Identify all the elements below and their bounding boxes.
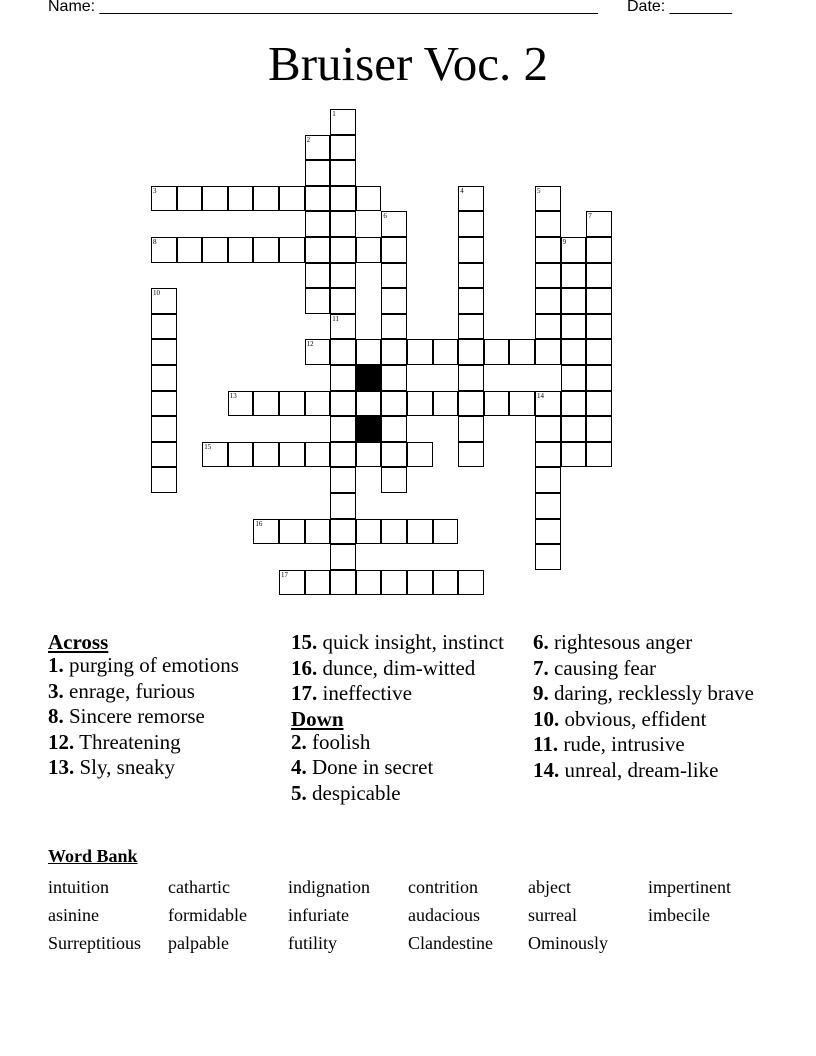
- grid-cell[interactable]: [330, 467, 356, 493]
- clue-number-label: 14: [537, 391, 544, 400]
- grid-cell[interactable]: [151, 416, 177, 442]
- clue-number: 11.: [533, 732, 559, 756]
- clue-number-label: 15: [204, 442, 212, 451]
- word-bank-word: imbecile: [648, 905, 710, 925]
- grid-cell[interactable]: [458, 237, 484, 263]
- grid-cell[interactable]: [561, 339, 587, 365]
- clue-text: quick insight, instinct: [322, 630, 504, 654]
- clue-text: purging of emotions: [69, 653, 239, 677]
- clue-number-label: 17: [281, 570, 288, 579]
- clue-number-label: 9: [562, 238, 567, 246]
- clue-number-label: 6: [383, 212, 387, 221]
- grid-cell[interactable]: [305, 211, 331, 237]
- grid-cell[interactable]: [458, 288, 484, 314]
- clue-number-label: 12: [306, 340, 314, 349]
- clue-number-label: 7: [588, 212, 592, 221]
- grid-cell[interactable]: [305, 570, 331, 596]
- grid-cell[interactable]: [356, 391, 382, 417]
- page-title: Bruiser Voc. 2: [268, 36, 548, 91]
- grid-cell[interactable]: [305, 519, 331, 545]
- grid-cell[interactable]: [228, 186, 254, 212]
- grid-cell-numbered[interactable]: [586, 211, 612, 237]
- grid-cell[interactable]: [586, 314, 612, 340]
- word-bank-title: Word Bank: [48, 846, 138, 866]
- grid-cell[interactable]: [151, 365, 177, 391]
- grid-cell[interactable]: [356, 339, 382, 365]
- grid-cell[interactable]: [381, 442, 407, 468]
- grid-cell[interactable]: [330, 263, 356, 289]
- grid-cell[interactable]: [330, 519, 356, 545]
- grid-cell[interactable]: [330, 391, 356, 417]
- clue-text: enrage, furious: [69, 678, 195, 703]
- date-field-label: Date: _______: [627, 0, 732, 15]
- clue-across-3: [48, 680, 248, 703]
- clue-number: 16.: [291, 655, 318, 680]
- down-heading: Down: [291, 706, 344, 731]
- grid-cell[interactable]: [561, 288, 587, 314]
- grid-cell-numbered[interactable]: [381, 211, 407, 237]
- grid-cell[interactable]: [586, 288, 612, 314]
- clue-text: ineffective: [322, 681, 412, 705]
- clue-down-6: [533, 631, 773, 654]
- grid-cell[interactable]: [330, 442, 356, 468]
- grid-cell[interactable]: [433, 391, 459, 417]
- grid-cell[interactable]: [381, 263, 407, 289]
- grid-cell[interactable]: [407, 391, 433, 417]
- grid-cell[interactable]: [433, 519, 459, 545]
- grid-cell[interactable]: [305, 186, 331, 212]
- word-bank-word: intuition: [48, 877, 110, 897]
- grid-cell-numbered[interactable]: [458, 186, 484, 212]
- clue-number: 4.: [291, 755, 307, 779]
- clue-number-label: 5: [537, 186, 541, 195]
- clue-text: rightesous anger: [554, 630, 693, 654]
- grid-cell[interactable]: [330, 416, 356, 442]
- grid-cell[interactable]: [330, 160, 356, 186]
- clue-number-label: 11: [332, 314, 339, 323]
- grid-cell[interactable]: [484, 391, 510, 417]
- grid-cell[interactable]: [279, 237, 305, 263]
- grid-cell[interactable]: [458, 314, 484, 340]
- grid-cell[interactable]: [407, 519, 433, 545]
- grid-cell[interactable]: [381, 365, 407, 391]
- clue-number-label: 1: [332, 110, 336, 118]
- grid-cell[interactable]: [330, 544, 356, 570]
- grid-cell[interactable]: [586, 391, 612, 417]
- clue-number: 10.: [533, 706, 560, 731]
- clue-down-9: [533, 682, 773, 705]
- clue-number-label: 16: [255, 519, 263, 528]
- grid-block: [356, 365, 382, 391]
- grid-cell[interactable]: [586, 365, 612, 391]
- grid-cell[interactable]: [381, 314, 407, 340]
- grid-cell-numbered[interactable]: [535, 186, 561, 212]
- clue-across-8: [48, 705, 248, 728]
- clue-down-5: [291, 782, 516, 805]
- grid-cell[interactable]: [330, 186, 356, 212]
- word-bank-word: indignation: [288, 877, 370, 897]
- grid-cell[interactable]: [330, 135, 356, 161]
- grid-cell[interactable]: [433, 570, 459, 596]
- grid-cell[interactable]: [535, 314, 561, 340]
- clue-number: 15.: [291, 630, 318, 654]
- clue-text: unreal, dream-like: [564, 757, 719, 782]
- word-bank-word: formidable: [168, 905, 247, 925]
- grid-cell[interactable]: [381, 288, 407, 314]
- grid-cell[interactable]: [305, 160, 331, 186]
- word-bank-word: abject: [528, 877, 571, 897]
- clue-text: dunce, dim-witted: [322, 655, 476, 680]
- clue-text: causing fear: [554, 655, 657, 680]
- grid-cell-numbered[interactable]: [330, 109, 356, 135]
- grid-cell[interactable]: [330, 288, 356, 314]
- grid-cell[interactable]: [151, 391, 177, 417]
- clue-text: rude, intrusive: [563, 732, 685, 756]
- clue-down-11: [533, 733, 773, 756]
- grid-cell[interactable]: [381, 391, 407, 417]
- grid-cell-numbered[interactable]: [561, 237, 587, 263]
- down-clues-column: [533, 631, 773, 784]
- grid-cell[interactable]: [151, 339, 177, 365]
- grid-cell-numbered[interactable]: [279, 570, 305, 596]
- word-bank-word: audacious: [408, 905, 480, 925]
- grid-cell[interactable]: [586, 416, 612, 442]
- grid-cell[interactable]: [586, 442, 612, 468]
- grid-cell-numbered[interactable]: [151, 288, 177, 314]
- grid-cell[interactable]: [330, 493, 356, 519]
- word-bank-word: asinine: [48, 905, 99, 925]
- grid-cell[interactable]: [151, 467, 177, 493]
- grid-cell[interactable]: [253, 391, 279, 417]
- clue-down-14: [533, 759, 773, 782]
- grid-cell[interactable]: [202, 186, 228, 212]
- clue-number: 9.: [533, 681, 549, 705]
- grid-cell[interactable]: [330, 365, 356, 391]
- grid-cell[interactable]: [535, 339, 561, 365]
- grid-cell-numbered[interactable]: [330, 314, 356, 340]
- clue-text: Sincere remorse: [69, 704, 205, 728]
- grid-cell[interactable]: [458, 570, 484, 596]
- clue-number: 5.: [291, 780, 307, 805]
- clue-number: 13.: [48, 755, 75, 779]
- clue-across-13: [48, 756, 248, 779]
- clue-across-17: [291, 682, 516, 705]
- clue-number: 7.: [533, 655, 549, 680]
- grid-cell[interactable]: [407, 339, 433, 365]
- grid-cell[interactable]: [381, 339, 407, 365]
- grid-cell-numbered[interactable]: [151, 237, 177, 263]
- grid-cell[interactable]: [356, 519, 382, 545]
- grid-cell-numbered[interactable]: [305, 135, 331, 161]
- grid-cell-numbered[interactable]: [253, 519, 279, 545]
- grid-cell-numbered[interactable]: [228, 391, 254, 417]
- grid-cell[interactable]: [509, 339, 535, 365]
- clue-text: foolish: [312, 729, 371, 754]
- grid-cell[interactable]: [535, 288, 561, 314]
- grid-cell[interactable]: [228, 237, 254, 263]
- clue-text: Done in secret: [312, 755, 434, 779]
- grid-cell[interactable]: [561, 365, 587, 391]
- grid-cell[interactable]: [458, 365, 484, 391]
- grid-cell[interactable]: [279, 519, 305, 545]
- grid-block: [356, 416, 382, 442]
- word-bank-word: Clandestine: [408, 933, 493, 953]
- clue-number: 1.: [48, 653, 64, 677]
- clue-number: 12.: [48, 729, 75, 754]
- word-bank-word: infuriate: [288, 905, 349, 925]
- grid-cell[interactable]: [586, 339, 612, 365]
- clue-number: 8.: [48, 704, 64, 728]
- grid-cell[interactable]: [535, 442, 561, 468]
- grid-cell[interactable]: [433, 339, 459, 365]
- grid-cell[interactable]: [535, 416, 561, 442]
- grid-cell[interactable]: [202, 237, 228, 263]
- clue-number-label: 8: [153, 238, 157, 246]
- grid-cell[interactable]: [561, 416, 587, 442]
- grid-cell[interactable]: [535, 237, 561, 263]
- clue-number-label: 10: [153, 289, 160, 298]
- grid-cell[interactable]: [356, 570, 382, 596]
- grid-cell[interactable]: [279, 186, 305, 212]
- grid-cell[interactable]: [561, 263, 587, 289]
- clue-across-15: [291, 631, 516, 654]
- clue-number: 2.: [291, 729, 307, 754]
- grid-cell[interactable]: [458, 416, 484, 442]
- grid-cell-numbered[interactable]: [202, 442, 228, 468]
- grid-cell[interactable]: [458, 391, 484, 417]
- grid-cell[interactable]: [381, 467, 407, 493]
- word-bank-word: cathartic: [168, 877, 230, 897]
- clue-down-7: [533, 657, 773, 680]
- clue-number: 6.: [533, 630, 549, 654]
- clue-number-label: 13: [229, 391, 237, 400]
- word-bank-word: Surreptitious: [48, 933, 141, 953]
- name-field-label: Name: ________________________________________________________: [48, 0, 598, 15]
- clue-number: 17.: [291, 681, 318, 705]
- clue-text: Threatening: [79, 729, 181, 754]
- grid-cell[interactable]: [330, 237, 356, 263]
- grid-cell[interactable]: [305, 391, 331, 417]
- grid-cell[interactable]: [535, 493, 561, 519]
- grid-cell[interactable]: [458, 263, 484, 289]
- clue-down-2: [291, 731, 516, 754]
- grid-cell[interactable]: [356, 442, 382, 468]
- grid-cell[interactable]: [305, 442, 331, 468]
- grid-cell[interactable]: [458, 442, 484, 468]
- grid-cell[interactable]: [458, 211, 484, 237]
- clue-number: 14.: [533, 757, 560, 782]
- grid-cell[interactable]: [535, 544, 561, 570]
- clue-text: Sly, sneaky: [79, 755, 175, 779]
- grid-cell[interactable]: [407, 442, 433, 468]
- clue-down-4: [291, 756, 516, 779]
- grid-cell[interactable]: [535, 263, 561, 289]
- clue-down-10: [533, 708, 773, 731]
- clue-text: daring, recklessly brave: [554, 681, 755, 705]
- grid-cell[interactable]: [381, 237, 407, 263]
- across-clues-column: [48, 631, 248, 782]
- grid-cell[interactable]: [305, 263, 331, 289]
- mixed-clues-column: [291, 631, 516, 807]
- clue-number-label: 3: [153, 186, 157, 195]
- grid-cell[interactable]: [535, 519, 561, 545]
- grid-cell[interactable]: [330, 339, 356, 365]
- grid-cell-numbered[interactable]: [305, 339, 331, 365]
- grid-cell-numbered[interactable]: [151, 186, 177, 212]
- word-bank-word: Ominously: [528, 933, 609, 953]
- word-bank-word: impertinent: [648, 877, 731, 897]
- grid-cell[interactable]: [177, 186, 203, 212]
- clue-number-label: 2: [306, 135, 311, 144]
- grid-cell[interactable]: [561, 314, 587, 340]
- clue-number-label: 4: [460, 186, 464, 195]
- word-bank-word: futility: [288, 933, 337, 953]
- grid-cell[interactable]: [484, 339, 510, 365]
- grid-cell[interactable]: [151, 442, 177, 468]
- clue-across-1: [48, 654, 248, 677]
- grid-cell[interactable]: [458, 339, 484, 365]
- grid-cell-numbered[interactable]: [535, 391, 561, 417]
- grid-cell[interactable]: [228, 442, 254, 468]
- word-bank-word: contrition: [408, 877, 478, 897]
- grid-cell[interactable]: [535, 467, 561, 493]
- grid-cell[interactable]: [330, 211, 356, 237]
- word-bank-word: palpable: [168, 933, 229, 953]
- grid-cell[interactable]: [253, 237, 279, 263]
- grid-cell[interactable]: [407, 570, 433, 596]
- clue-text: despicable: [312, 780, 401, 805]
- clue-across-12: [48, 731, 248, 754]
- grid-cell[interactable]: [253, 442, 279, 468]
- grid-cell[interactable]: [381, 570, 407, 596]
- grid-cell[interactable]: [561, 391, 587, 417]
- grid-cell[interactable]: [381, 416, 407, 442]
- clue-number: 3.: [48, 678, 64, 703]
- word-bank-word: surreal: [528, 905, 577, 925]
- grid-cell[interactable]: [509, 391, 535, 417]
- grid-cell[interactable]: [279, 442, 305, 468]
- grid-cell[interactable]: [561, 442, 587, 468]
- grid-cell[interactable]: [381, 519, 407, 545]
- grid-cell[interactable]: [330, 570, 356, 596]
- clue-across-16: [291, 657, 516, 680]
- grid-cell[interactable]: [535, 211, 561, 237]
- grid-cell[interactable]: [586, 237, 612, 263]
- grid-cell[interactable]: [356, 186, 382, 212]
- grid-cell[interactable]: [253, 186, 279, 212]
- across-heading: Across: [48, 630, 109, 654]
- grid-cell[interactable]: [356, 237, 382, 263]
- grid-cell[interactable]: [586, 263, 612, 289]
- grid-cell[interactable]: [279, 391, 305, 417]
- grid-cell[interactable]: [305, 288, 331, 314]
- grid-cell[interactable]: [305, 237, 331, 263]
- grid-cell[interactable]: [177, 237, 203, 263]
- grid-cell[interactable]: [151, 314, 177, 340]
- clue-text: obvious, effident: [564, 706, 707, 731]
